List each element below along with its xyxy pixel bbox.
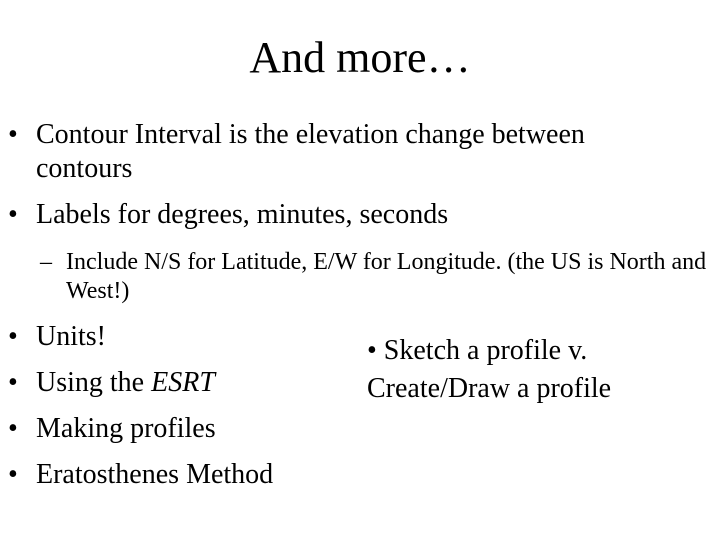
- slide-title: And more…: [249, 33, 471, 82]
- bullet-glyph: •: [8, 119, 18, 150]
- bullet-text: Eratosthenes Method: [36, 459, 274, 490]
- bullet-glyph: •: [8, 413, 18, 444]
- bullet-text: Contour Interval is the elevation change between contours: [36, 119, 585, 184]
- bullet-glyph: •: [8, 321, 18, 352]
- bullet-eratosthenes: [8, 458, 328, 492]
- bullet-making-profiles: [8, 412, 328, 446]
- bullet-glyph: •: [8, 459, 18, 490]
- bullet-text: [8, 366, 328, 400]
- bullet-glyph: •: [8, 199, 18, 230]
- bullet-labels: [8, 198, 688, 232]
- esrt-emphasis: ESRT: [151, 367, 215, 398]
- sub-bullet-text: Include N/S for Latitude, E/W for Longitude. (the US is North and West!): [66, 249, 707, 304]
- sub-bullet-latitude-longitude: [40, 248, 712, 306]
- bullet-esrt: [8, 366, 328, 400]
- side-note-line-2: Create/Draw a profile: [367, 373, 612, 404]
- bullet-text-plain: Using the: [36, 367, 152, 398]
- side-note-line-1: • Sketch a profile v.: [367, 335, 588, 366]
- sub-bullet-glyph: –: [40, 249, 52, 275]
- bullet-units: [8, 320, 328, 354]
- side-note: [367, 332, 707, 408]
- bullet-text: Labels for degrees, minutes, seconds: [36, 199, 449, 230]
- bullet-glyph: •: [8, 367, 18, 398]
- bullet-text: Making profiles: [36, 413, 216, 444]
- bullet-contour-interval: [8, 118, 688, 186]
- bullet-text: Units!: [36, 321, 106, 352]
